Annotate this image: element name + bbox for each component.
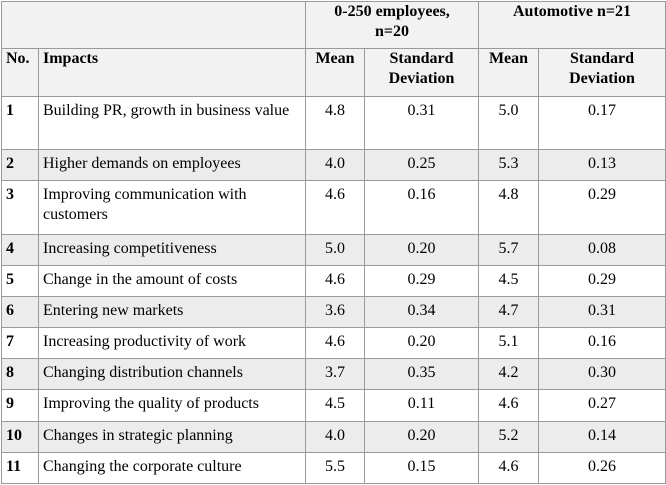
mean-automotive-value: 4.6: [479, 390, 539, 421]
sd-small-firms-value: 0.16: [365, 181, 479, 234]
mean-automotive-value: 4.6: [479, 452, 539, 483]
mean-small-firms-value: 4.0: [306, 150, 365, 181]
row-number: 7: [2, 328, 39, 359]
sd-small-firms-value: 0.25: [365, 150, 479, 181]
row-number: 5: [2, 265, 39, 296]
table-row: [2, 359, 666, 390]
sd-small-firms-value: 0.34: [365, 297, 479, 328]
impact-label: Improving communication with customers: [39, 181, 306, 234]
column-header-sd-automotive: [539, 49, 666, 97]
impact-label: Increasing productivity of work: [39, 328, 306, 359]
table-row: [2, 234, 666, 265]
table-row: [2, 328, 666, 359]
sd-automotive-value: 0.30: [539, 359, 666, 390]
table-row: [2, 452, 666, 483]
impact-label: Building PR, growth in business value: [39, 97, 306, 150]
column-header-sd-small-firms: [365, 49, 479, 97]
sd-small-firms-value: 0.20: [365, 234, 479, 265]
sd-automotive-value: 0.27: [539, 390, 666, 421]
group-header-small-firms-line1: 0-250 employees,: [334, 3, 450, 20]
sd-automotive-value: 0.26: [539, 452, 666, 483]
sd-small-firms-value: 0.31: [365, 97, 479, 150]
column-header-sd-small-firms-line1: Standard: [389, 50, 454, 67]
mean-small-firms-value: 4.6: [306, 265, 365, 296]
mean-small-firms-value: 5.0: [306, 234, 365, 265]
sd-automotive-value: 0.14: [539, 421, 666, 452]
sd-small-firms-value: 0.11: [365, 390, 479, 421]
impact-label: Changing the corporate culture: [39, 452, 306, 483]
impact-label: Increasing competitiveness: [39, 234, 306, 265]
mean-automotive-value: 5.3: [479, 150, 539, 181]
mean-small-firms-value: 4.6: [306, 181, 365, 234]
column-header-impacts: Impacts: [39, 49, 306, 97]
table-row: [2, 297, 666, 328]
impact-label: Higher demands on employees: [39, 150, 306, 181]
mean-automotive-value: 4.8: [479, 181, 539, 234]
impact-label: Changes in strategic planning: [39, 421, 306, 452]
row-number: 3: [2, 181, 39, 234]
table-row: [2, 390, 666, 421]
row-number: 2: [2, 150, 39, 181]
mean-automotive-value: 5.7: [479, 234, 539, 265]
table-row: [2, 150, 666, 181]
row-number: 4: [2, 234, 39, 265]
mean-automotive-value: 5.0: [479, 97, 539, 150]
column-header-mean-automotive: Mean: [479, 49, 539, 97]
column-header-mean-small-firms: Mean: [306, 49, 365, 97]
row-number: 8: [2, 359, 39, 390]
mean-small-firms-value: 3.6: [306, 297, 365, 328]
sd-automotive-value: 0.13: [539, 150, 666, 181]
mean-small-firms-value: 4.8: [306, 97, 365, 150]
sd-automotive-value: 0.08: [539, 234, 666, 265]
sd-automotive-value: 0.16: [539, 328, 666, 359]
impact-label: Changing distribution channels: [39, 359, 306, 390]
sd-small-firms-value: 0.15: [365, 452, 479, 483]
table-row: [2, 265, 666, 296]
row-number: 1: [2, 97, 39, 150]
mean-automotive-value: 4.7: [479, 297, 539, 328]
row-number: 9: [2, 390, 39, 421]
table-row: [2, 181, 666, 234]
group-header-automotive: Automotive n=21: [479, 2, 666, 49]
sd-small-firms-value: 0.20: [365, 421, 479, 452]
table-row: [2, 421, 666, 452]
sd-small-firms-value: 0.20: [365, 328, 479, 359]
sd-automotive-value: 0.29: [539, 265, 666, 296]
impact-label: Change in the amount of costs: [39, 265, 306, 296]
empty-corner-cell: [2, 2, 306, 49]
group-header-small-firms: [306, 2, 479, 49]
impacts-table: [1, 1, 666, 484]
row-number: 10: [2, 421, 39, 452]
sd-automotive-value: 0.29: [539, 181, 666, 234]
mean-small-firms-value: 4.0: [306, 421, 365, 452]
column-header-sd-automotive-line1: Standard: [569, 50, 635, 67]
column-header-sd-automotive-line2: Deviation: [569, 70, 635, 87]
group-header-row: [2, 2, 666, 49]
column-header-sd-small-firms-line2: Deviation: [388, 70, 455, 87]
mean-small-firms-value: 3.7: [306, 359, 365, 390]
row-number: 11: [2, 452, 39, 483]
column-header-row: [2, 49, 666, 97]
mean-small-firms-value: 5.5: [306, 452, 365, 483]
sd-automotive-value: 0.17: [539, 97, 666, 150]
mean-small-firms-value: 4.5: [306, 390, 365, 421]
sd-automotive-value: 0.31: [539, 297, 666, 328]
mean-automotive-value: 5.1: [479, 328, 539, 359]
column-header-no: No.: [2, 49, 39, 97]
impact-label: Entering new markets: [39, 297, 306, 328]
group-header-small-firms-line2: n=20: [374, 23, 409, 40]
table-row: [2, 97, 666, 150]
sd-small-firms-value: 0.29: [365, 265, 479, 296]
row-number: 6: [2, 297, 39, 328]
mean-automotive-value: 4.2: [479, 359, 539, 390]
mean-automotive-value: 5.2: [479, 421, 539, 452]
impact-label: Improving the quality of products: [39, 390, 306, 421]
mean-small-firms-value: 4.6: [306, 328, 365, 359]
sd-small-firms-value: 0.35: [365, 359, 479, 390]
mean-automotive-value: 4.5: [479, 265, 539, 296]
